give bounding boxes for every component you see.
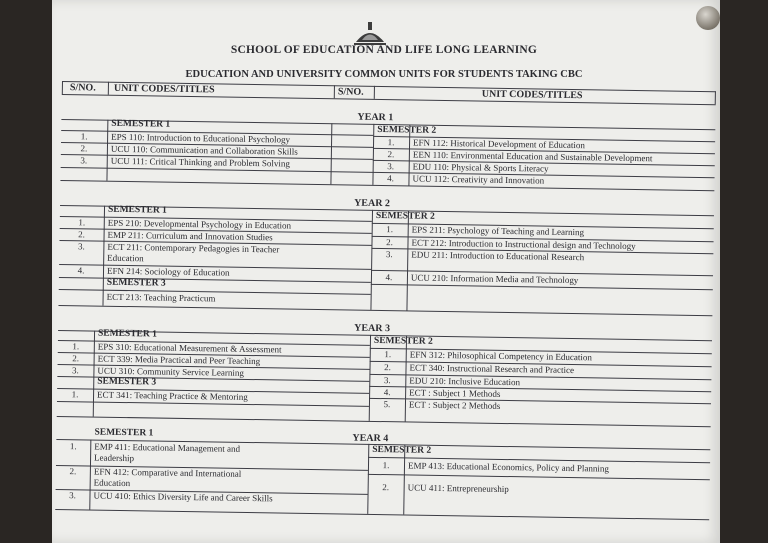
header-sno-right: S/NO. (337, 86, 364, 98)
year-title: YEAR 3 (354, 322, 391, 335)
row-number: 2. (80, 143, 88, 154)
row-number: 1. (71, 389, 79, 400)
row-number: 3. (69, 490, 76, 501)
row-number: 4. (385, 272, 393, 283)
row-number: 4. (383, 387, 391, 398)
semester-heading: SEMESTER 3 (106, 277, 166, 289)
unit-title: EPS 210: Developmental Psychology in Education (107, 217, 292, 231)
row-number: 2. (78, 229, 86, 240)
unit-title: ECT 339: Media Practical and Peer Teaching (97, 353, 261, 367)
units-table (55, 81, 716, 531)
row-number: 2. (382, 482, 390, 493)
row-number: 3. (385, 249, 393, 260)
header-unit-titles-right: UNIT CODES/TITLES (481, 88, 583, 102)
unit-title: UCU 112: Creativity and Innovation (412, 173, 545, 186)
unit-title: ECT 340: Instructional Research and Practice (409, 362, 575, 376)
row-number: 4. (77, 265, 85, 276)
unit-title-continued: Education (93, 477, 131, 489)
row-number: 2. (69, 466, 77, 477)
unit-title: ECT 213: Teaching Practicum (106, 291, 216, 304)
unit-title: UCU 410: Ethics Diversity Life and Career Skills (93, 490, 273, 504)
semester-heading: SEMESTER 1 (107, 204, 167, 216)
row-number: 2. (72, 353, 80, 364)
row-number: 5. (383, 399, 391, 410)
school-title: SCHOOL OF EDUCATION AND LIFE LONG LEARNING (230, 44, 538, 56)
row-number: 1. (78, 217, 86, 228)
unit-title: EPS 310: Educational Measurement & Assessment (97, 341, 282, 355)
unit-title-continued: Leadership (94, 452, 135, 464)
row-number: 3. (383, 375, 391, 386)
row-number: 1. (386, 224, 394, 235)
unit-title: EDU 210: Inclusive Education (409, 375, 521, 388)
unit-title: EPS 110: Introduction to Educational Psychology (111, 131, 291, 145)
row-number: 2. (386, 237, 393, 248)
row-number: 1. (384, 349, 392, 360)
push-pin (696, 6, 720, 30)
row-number: 1. (387, 137, 395, 148)
unit-title: UCU 411: Entrepreneurship (407, 482, 509, 495)
header-sno: S/NO. (69, 82, 96, 94)
unit-title: UCU 110: Communication and Collaboration Skills (110, 143, 298, 157)
header-unit-titles: UNIT CODES/TITLES (113, 82, 215, 96)
semester-heading: SEMESTER 1 (111, 118, 171, 130)
row-number: 3. (77, 241, 85, 252)
semester-heading: SEMESTER 2 (372, 444, 432, 456)
unit-title: UCU 210: Information Media and Technology (410, 272, 579, 286)
unit-title: EDU 110: Physical & Sports Literacy (412, 161, 549, 174)
row-number: 1. (72, 341, 80, 352)
row-number: 1. (382, 460, 390, 471)
row-number: 2. (384, 362, 391, 373)
unit-title: EMP 211: Curriculum and Innovation Studies (107, 229, 273, 243)
unit-title: EEN 110: Environmental Education and Sustainable Development (412, 149, 653, 164)
row-number: 1. (80, 131, 88, 142)
document-title: EDUCATION AND UNIVERSITY COMMON UNITS FOR STUDENTS TAKING CBC (185, 69, 583, 80)
semester-heading: SEMESTER 2 (375, 210, 435, 222)
school-crest-logo (350, 20, 390, 46)
unit-title: EMP 413: Educational Economics, Policy and Planning (407, 460, 609, 474)
unit-title: EFN 412: Comparative and International (93, 466, 242, 479)
unit-title: UCU 111: Critical Thinking and Problem Solving (110, 155, 290, 169)
semester-heading: SEMESTER 2 (373, 335, 433, 347)
row-number: 3. (80, 155, 88, 166)
unit-title: ECT : Subject 1 Methods (409, 387, 501, 399)
row-number: 3. (72, 365, 79, 376)
year-title: YEAR 2 (354, 197, 391, 210)
row-number: 4. (387, 173, 394, 184)
row-number: 2. (387, 149, 395, 160)
row-number: 3. (387, 161, 395, 172)
semester-heading: SEMESTER 1 (94, 427, 154, 439)
unit-title: EDU 211: Introduction to Educational Research (411, 249, 585, 263)
unit-title: EFN 112: Historical Development of Education (412, 137, 586, 151)
unit-title: EFN 214: Sociology of Education (106, 265, 230, 278)
row-number: 1. (69, 441, 77, 452)
unit-title: ECT 212: Introduction to Instructional design and Technology (411, 237, 636, 252)
semester-heading: SEMESTER 1 (97, 328, 157, 340)
year-title: YEAR 4 (352, 432, 389, 445)
unit-title: EFN 312: Philosophical Competency in Education (409, 349, 593, 363)
semester-heading: SEMESTER 2 (377, 124, 437, 136)
year-title: YEAR 1 (357, 111, 394, 124)
semester-heading: SEMESTER 3 (97, 376, 157, 388)
unit-title: EMP 411: Educational Management and (94, 441, 241, 454)
unit-title: EPS 211: Psychology of Teaching and Learning (411, 224, 585, 238)
unit-title: ECT 341: Teaching Practice & Mentoring (97, 389, 248, 402)
unit-title: UCU 310: Community Service Learning (97, 365, 245, 378)
unit-title-continued: Education (107, 252, 144, 264)
unit-title: ECT : Subject 2 Methods (408, 399, 501, 411)
unit-title: ECT 211: Contemporary Pedagogies in Teacher (107, 241, 280, 255)
